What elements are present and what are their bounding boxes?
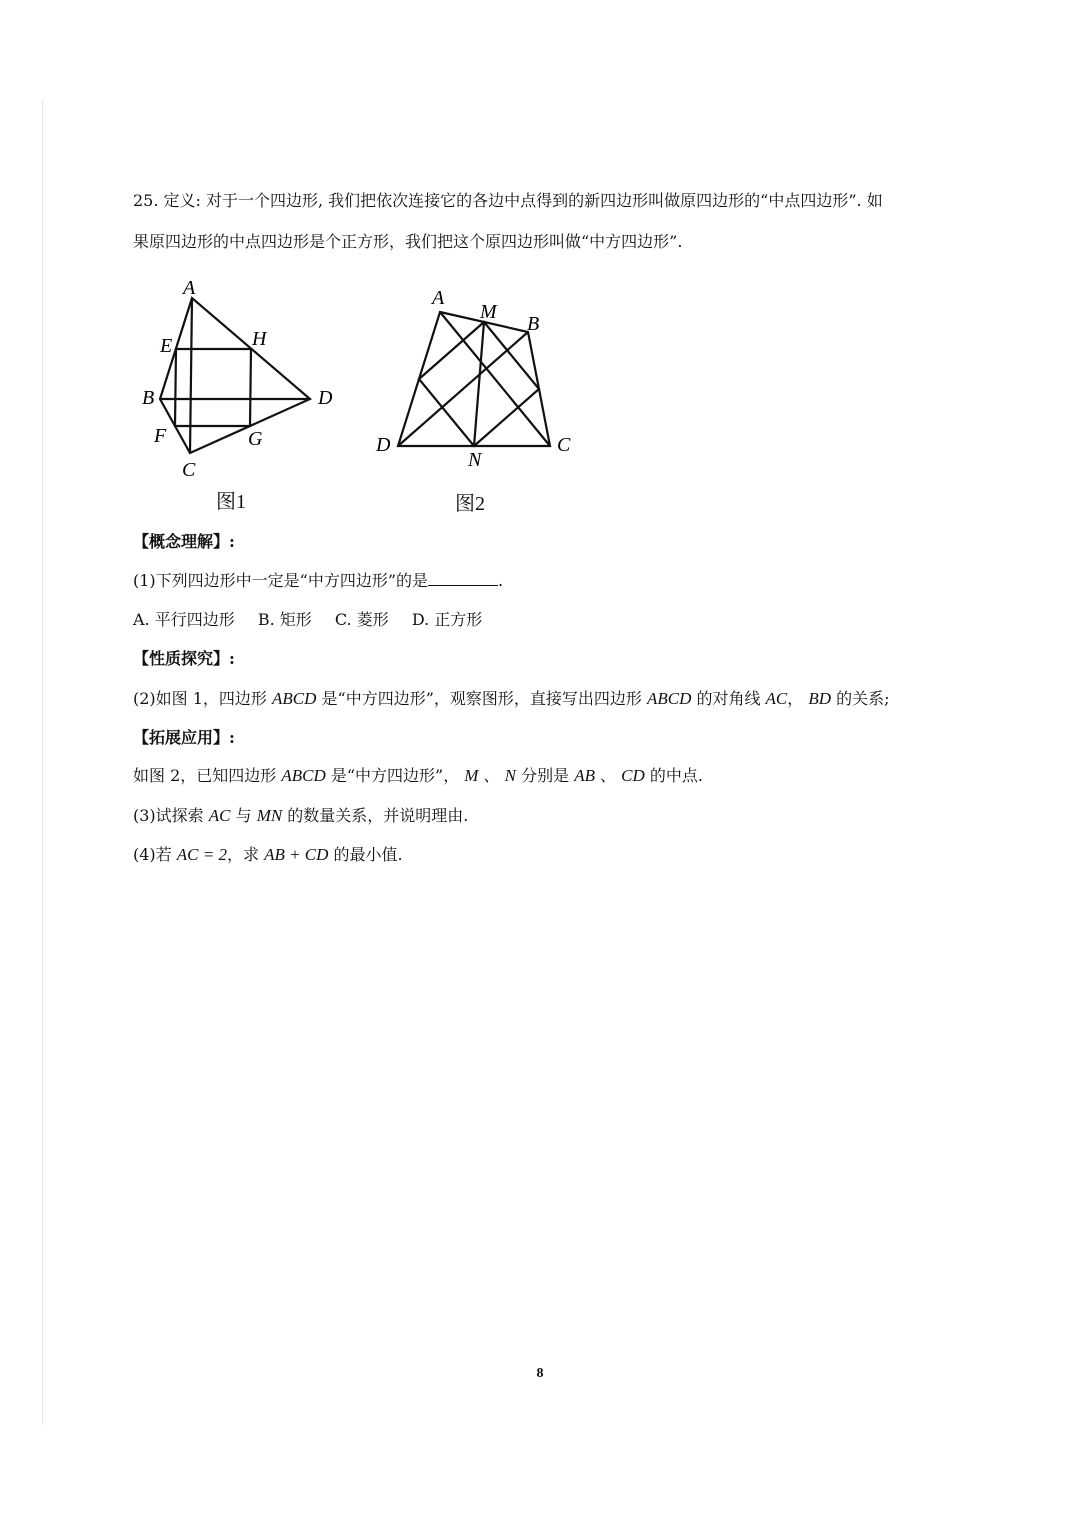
q4-math-ab-plus-cd: AB + CD bbox=[264, 845, 329, 864]
fig2-label-c: C bbox=[557, 434, 571, 456]
fig2-label-b: B bbox=[527, 313, 540, 335]
fig1-label-b: B bbox=[142, 387, 155, 409]
option-d: D. 正方形 bbox=[411, 610, 483, 629]
ext-text-6: 的中点. bbox=[644, 766, 703, 785]
q2-math-bd: BD bbox=[808, 689, 832, 708]
ext-text-5: 、 bbox=[594, 766, 622, 785]
ext-math-ab: AB bbox=[574, 766, 595, 785]
q4-text-1: (4)若 bbox=[133, 845, 177, 864]
page-number: 8 bbox=[536, 1366, 544, 1381]
q2-text-4: ， bbox=[787, 689, 809, 708]
q2-text-3: 的对角线 bbox=[691, 689, 766, 708]
fig2-label-m: M bbox=[480, 301, 497, 323]
question-3 bbox=[133, 805, 468, 827]
question-1-end: . bbox=[498, 571, 504, 590]
section-extension-heading: 【拓展应用】: bbox=[133, 728, 235, 747]
section-concept-heading: 【概念理解】: bbox=[133, 532, 235, 551]
figure-2-caption: 图2 bbox=[455, 493, 485, 515]
q3-math-ac: AC bbox=[208, 806, 231, 825]
q4-text-3: 的最小值. bbox=[328, 845, 403, 864]
question-1-text: (1)下列四边形中一定是“中方四边形”的是 bbox=[133, 571, 429, 590]
question-2 bbox=[133, 688, 890, 710]
fig2-label-n: N bbox=[468, 449, 482, 470]
q4-text-2: ，求 bbox=[226, 845, 265, 864]
ext-math-cd: CD bbox=[621, 766, 645, 785]
ext-text-2: 是“中方四边形”， bbox=[325, 766, 465, 785]
q3-math-mn: MN bbox=[256, 806, 283, 825]
option-a: A. 平行四边形 bbox=[133, 610, 235, 629]
q3-text-1: (3)试探索 bbox=[133, 806, 209, 825]
ext-math-n: N bbox=[504, 766, 516, 785]
q2-text-5: 的关系; bbox=[831, 689, 890, 708]
fig2-label-a: A bbox=[432, 287, 445, 309]
fig1-label-g: G bbox=[248, 428, 263, 450]
ext-text-1: 如图 2，已知四边形 bbox=[133, 766, 282, 785]
figure-1-caption: 图1 bbox=[216, 491, 246, 513]
ext-math-m: M bbox=[464, 766, 479, 785]
ext-text-4: 分别是 bbox=[516, 766, 575, 785]
fig1-label-a: A bbox=[183, 277, 196, 299]
problem-intro-line1: 25. 定义: 对于一个四边形, 我们把依次连接它的各边中点得到的新四边形叫做原四边形的“中点四边形”. 如 bbox=[133, 191, 883, 210]
fig1-label-c: C bbox=[182, 459, 196, 481]
option-b: B. 矩形 bbox=[257, 610, 312, 629]
fig1-label-h: H bbox=[252, 328, 267, 350]
fig1-label-f: F bbox=[154, 425, 167, 447]
fig1-label-e: E bbox=[160, 335, 173, 357]
q3-text-2: 与 bbox=[230, 806, 257, 825]
fig2-label-d: D bbox=[376, 434, 391, 456]
fig1-label-d: D bbox=[318, 387, 333, 409]
q4-math-ac-eq: AC = 2 bbox=[176, 845, 227, 864]
q2-math-abcd-2: ABCD bbox=[646, 689, 692, 708]
q2-text-1: (2)如图 1，四边形 bbox=[133, 689, 273, 708]
figure-2 bbox=[370, 280, 590, 470]
question-1 bbox=[133, 569, 503, 592]
q2-math-ac: AC bbox=[765, 689, 788, 708]
q2-math-abcd: ABCD bbox=[272, 689, 317, 708]
problem-intro-line2: 果原四边形的中点四边形是个正方形，我们把这个原四边形叫做“中方四边形”. bbox=[133, 232, 683, 251]
ext-text-3: 、 bbox=[478, 766, 505, 785]
page-margin-line bbox=[42, 100, 43, 1425]
q3-text-3: 的数量关系，并说明理由. bbox=[282, 806, 469, 825]
extension-statement bbox=[133, 765, 703, 787]
question-4 bbox=[133, 844, 403, 866]
option-c: C. 菱形 bbox=[334, 610, 389, 629]
ext-math-abcd: ABCD bbox=[281, 766, 326, 785]
q2-text-2: 是“中方四边形”，观察图形，直接写出四边形 bbox=[316, 689, 647, 708]
answer-blank bbox=[428, 569, 498, 586]
section-property-heading: 【性质探究】: bbox=[133, 649, 235, 668]
options-row bbox=[133, 609, 482, 631]
figure-1 bbox=[130, 270, 350, 485]
